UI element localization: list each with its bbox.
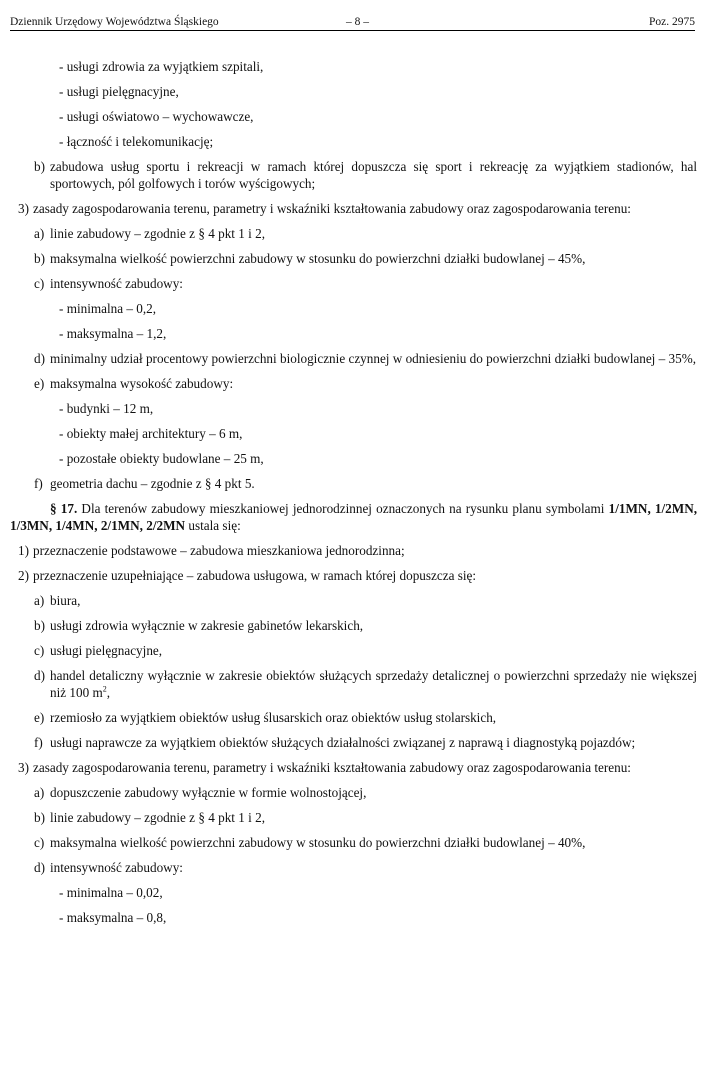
item-text: dopuszczenie zabudowy wyłącznie w formie wolnostojącej, — [50, 785, 367, 800]
list-item — [10, 642, 697, 659]
list-item — [10, 200, 697, 217]
item-label: f) — [34, 735, 43, 750]
list-item: - pozostałe obiekty budowlane – 25 m, — [59, 451, 264, 466]
list-item: - minimalna – 0,02, — [59, 885, 163, 900]
item-label: e) — [34, 376, 45, 391]
list-item — [10, 158, 697, 192]
item-text: maksymalna wysokość zabudowy: — [50, 376, 234, 391]
list-item — [10, 225, 697, 242]
list-item — [10, 592, 697, 609]
item-text: geometria dachu – zgodnie z § 4 pkt 5. — [50, 476, 255, 491]
item-label: a) — [34, 785, 45, 800]
list-item: - maksymalna – 1,2, — [59, 326, 167, 341]
list-item: - obiekty małej architektury – 6 m, — [59, 426, 243, 441]
item-text: zabudowa usług sportu i rekreacji w ramach której dopuszcza się sport i rekreację za wyjątkiem stadionów, hal sportowych, pól golfowych i torów wyścigowych; — [50, 159, 697, 191]
list-item — [10, 734, 697, 751]
journal-title: Dziennik Urzędowy Województwa Śląskiego — [10, 16, 219, 28]
item-label: b) — [34, 251, 45, 266]
list-item: - usługi oświatowo – wychowawcze, — [59, 109, 254, 124]
item-label: 3) — [18, 760, 29, 775]
list-item — [10, 567, 697, 584]
item-label: b) — [34, 159, 45, 174]
document-body — [10, 58, 697, 934]
item-text: intensywność zabudowy: — [50, 276, 183, 291]
list-item: - usługi zdrowia za wyjątkiem szpitali, — [59, 59, 264, 74]
item-text: zasady zagospodarowania terenu, parametry i wskaźniki kształtowania zabudowy oraz zagospodarowania terenu: — [33, 760, 631, 775]
item-label: c) — [34, 276, 45, 291]
list-item — [10, 859, 697, 876]
item-label: f) — [34, 476, 43, 491]
list-item — [10, 809, 697, 826]
list-item — [10, 375, 697, 392]
position-number: Poz. 2975 — [649, 16, 695, 28]
item-text: maksymalna wielkość powierzchni zabudowy w stosunku do powierzchni działki budowlanej – 40%, — [50, 835, 586, 850]
list-item — [10, 759, 697, 776]
item-label: d) — [34, 668, 45, 683]
list-item: - minimalna – 0,2, — [59, 301, 157, 316]
list-item — [10, 250, 697, 267]
item-label: a) — [34, 593, 45, 608]
item-text: linie zabudowy – zgodnie z § 4 pkt 1 i 2, — [50, 810, 265, 825]
item-text: biura, — [50, 593, 81, 608]
list-item: - usługi pielęgnacyjne, — [59, 84, 179, 99]
item-label: c) — [34, 643, 45, 658]
section-text-end: ustala się: — [188, 518, 241, 533]
item-text: rzemiosło za wyjątkiem obiektów usług ślusarskich oraz obiektów usług stolarskich, — [50, 710, 497, 725]
item-text: maksymalna wielkość powierzchni zabudowy w stosunku do powierzchni działki budowlanej – 45%, — [50, 251, 586, 266]
list-item — [10, 350, 697, 367]
item-label: b) — [34, 618, 45, 633]
item-text: przeznaczenie podstawowe – zabudowa mieszkaniowa jednorodzinna; — [33, 543, 405, 558]
item-label: 2) — [18, 568, 29, 583]
list-item — [10, 617, 697, 634]
section-paragraph — [10, 500, 697, 534]
item-text: usługi pielęgnacyjne, — [50, 643, 163, 658]
zone-symbols: 1/1MN, 1/2MN, 1/3MN, 1/4MN, 2/1MN, 2/2MN — [10, 501, 698, 533]
item-label: e) — [34, 710, 45, 725]
page-header — [10, 14, 695, 31]
item-label: 1) — [18, 543, 29, 558]
section-number: § 17. — [50, 501, 78, 516]
list-item — [10, 784, 697, 801]
item-text: usługi zdrowia wyłącznie w zakresie gabinetów lekarskich, — [50, 618, 364, 633]
item-label: c) — [34, 835, 45, 850]
item-text: zasady zagospodarowania terenu, parametry i wskaźniki kształtowania zabudowy oraz zagospodarowania terenu: — [33, 201, 631, 216]
superscript: 2 — [102, 684, 107, 694]
item-label: 3) — [18, 201, 29, 216]
item-text: intensywność zabudowy: — [50, 860, 183, 875]
list-item — [10, 834, 697, 851]
list-item: - budynki – 12 m, — [59, 401, 154, 416]
item-label: a) — [34, 226, 45, 241]
item-label: b) — [34, 810, 45, 825]
list-item — [10, 667, 697, 701]
item-text: przeznaczenie uzupełniające – zabudowa usługowa, w ramach której dopuszcza się: — [33, 568, 477, 583]
item-label: d) — [34, 860, 45, 875]
list-item — [10, 275, 697, 292]
item-text-main: handel detaliczny wyłącznie w zakresie obiektów służących sprzedaży detalicznej o powierzchni sprzedaży nie większej niż 100 m — [50, 668, 697, 700]
item-text — [10, 667, 697, 701]
item-text: usługi naprawcze za wyjątkiem obiektów służących działalności związanej z naprawą i diagnostyką pojazdów; — [50, 735, 636, 750]
list-item: - łączność i telekomunikację; — [59, 134, 214, 149]
list-item — [10, 709, 697, 726]
item-label: d) — [34, 351, 45, 366]
item-text: minimalny udział procentowy powierzchni biologicznie czynnej w odniesieniu do powierzchni działki budowlanej – 35%, — [50, 351, 697, 366]
list-item — [10, 475, 697, 492]
list-item — [10, 542, 697, 559]
page-number: – 8 – — [346, 16, 369, 28]
item-text-end: , — [106, 685, 111, 700]
list-item: - maksymalna – 0,8, — [59, 910, 167, 925]
section-text: Dla terenów zabudowy mieszkaniowej jednorodzinnej oznaczonych na rysunku planu symbolami — [81, 501, 605, 516]
item-text: linie zabudowy – zgodnie z § 4 pkt 1 i 2, — [50, 226, 265, 241]
